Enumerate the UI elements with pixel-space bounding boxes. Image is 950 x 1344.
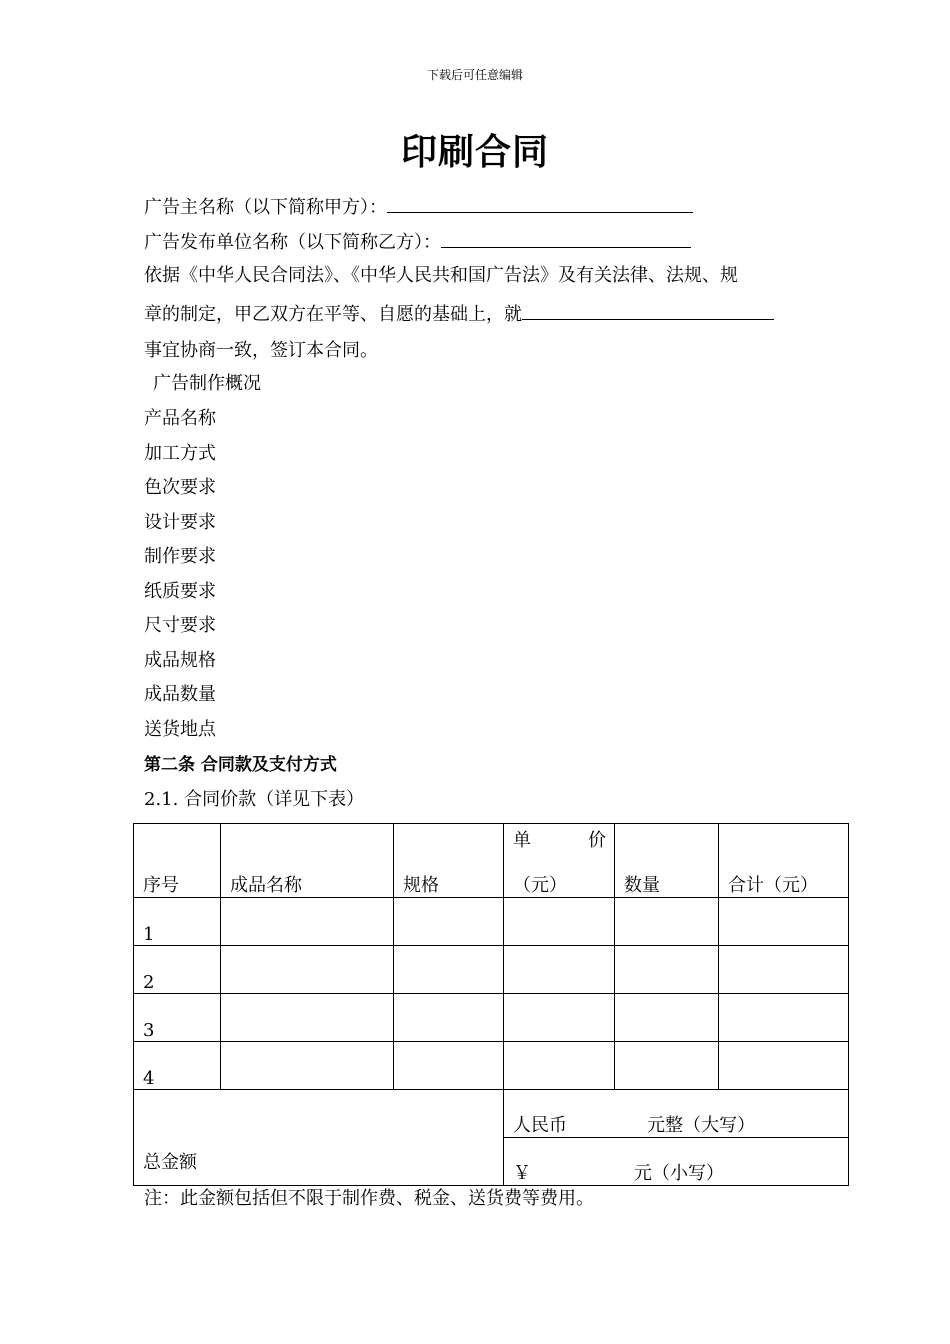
cell-spec[interactable]: [394, 898, 504, 946]
cell-unit-price[interactable]: [504, 994, 615, 1042]
overview-heading: 广告制作概况: [153, 373, 261, 394]
cell-product-name[interactable]: [221, 898, 394, 946]
header-product-name: 成品名称: [221, 824, 394, 898]
cell-subtotal[interactable]: [719, 946, 849, 994]
price-table: [133, 823, 849, 1186]
cell-product-name[interactable]: [221, 994, 394, 1042]
preamble-line-2-text: 章的制定，甲乙双方在平等、自愿的基础上，就: [144, 304, 522, 325]
header-note: 下载后可任意编辑: [426, 68, 523, 82]
cell-spec[interactable]: [394, 1042, 504, 1090]
amount-note: 注：此金额包括但不限于制作费、税金、送货费等费用。: [144, 1188, 594, 1209]
cell-subtotal[interactable]: [719, 1042, 849, 1090]
header-subtotal: 合计（元）: [719, 824, 849, 898]
row-number: 3: [134, 994, 221, 1042]
overview-item: 色次要求: [144, 477, 216, 498]
matter-blank[interactable]: [522, 301, 774, 320]
table-row: [134, 1042, 849, 1090]
party-a-label: 广告主名称（以下简称甲方）：: [144, 197, 387, 218]
cell-spec[interactable]: [394, 994, 504, 1042]
overview-item: 成品数量: [144, 684, 216, 705]
header-unit-price-char-1: 单: [513, 830, 531, 851]
total-amount-label: 总金额: [134, 1090, 504, 1186]
cell-quantity[interactable]: [615, 994, 719, 1042]
preamble-line-3: 事宜协商一致，签订本合同。: [144, 340, 378, 361]
cell-unit-price[interactable]: [504, 946, 615, 994]
party-a-blank[interactable]: [387, 194, 693, 213]
total-rmb-lowercase[interactable]: ￥ 元（小写）: [504, 1138, 849, 1186]
header-quantity: 数量: [615, 824, 719, 898]
cell-quantity[interactable]: [615, 1042, 719, 1090]
cell-unit-price[interactable]: [504, 1042, 615, 1090]
party-b-label: 广告发布单位名称（以下简称乙方）：: [144, 232, 441, 253]
row-number: 4: [134, 1042, 221, 1090]
overview-item: 加工方式: [144, 443, 216, 464]
header-spec: 规格: [394, 824, 504, 898]
cell-spec[interactable]: [394, 946, 504, 994]
overview-item: 设计要求: [144, 512, 216, 533]
party-b-line: [144, 229, 691, 255]
total-rmb-uppercase[interactable]: 人民币 元整（大写）: [504, 1090, 849, 1138]
overview-item: 纸质要求: [144, 581, 216, 602]
total-row-upper: [134, 1090, 849, 1138]
header-unit-price: [504, 824, 615, 898]
row-number: 2: [134, 946, 221, 994]
party-b-blank[interactable]: [441, 229, 691, 248]
overview-item: 产品名称: [144, 408, 216, 429]
row-number: 1: [134, 898, 221, 946]
party-a-line: [144, 194, 693, 220]
preamble-line-1: 依据《中华人民合同法》、《中华人民共和国广告法》及有关法律、法规、规: [144, 265, 738, 286]
cell-subtotal[interactable]: [719, 994, 849, 1042]
cell-quantity[interactable]: [615, 946, 719, 994]
preamble-line-2: [144, 301, 774, 327]
overview-item: 送货地点: [144, 719, 216, 740]
cell-product-name[interactable]: [221, 1042, 394, 1090]
header-unit-price-unit: （元）: [513, 875, 567, 896]
header-unit-price-char-2: 价: [588, 830, 606, 851]
header-no: 序号: [134, 824, 221, 898]
table-header-row: [134, 824, 849, 898]
cell-quantity[interactable]: [615, 898, 719, 946]
overview-item: 制作要求: [144, 546, 216, 567]
overview-item: 成品规格: [144, 650, 216, 671]
cell-subtotal[interactable]: [719, 898, 849, 946]
overview-item: 尺寸要求: [144, 615, 216, 636]
cell-unit-price[interactable]: [504, 898, 615, 946]
contract-title: 印刷合同: [400, 132, 549, 173]
clause-2-1: 2.1. 合同价款（详见下表）: [144, 789, 365, 810]
article-2-heading: 第二条 合同款及支付方式: [144, 755, 337, 775]
table-row: [134, 994, 849, 1042]
table-row: [134, 946, 849, 994]
cell-product-name[interactable]: [221, 946, 394, 994]
table-row: [134, 898, 849, 946]
